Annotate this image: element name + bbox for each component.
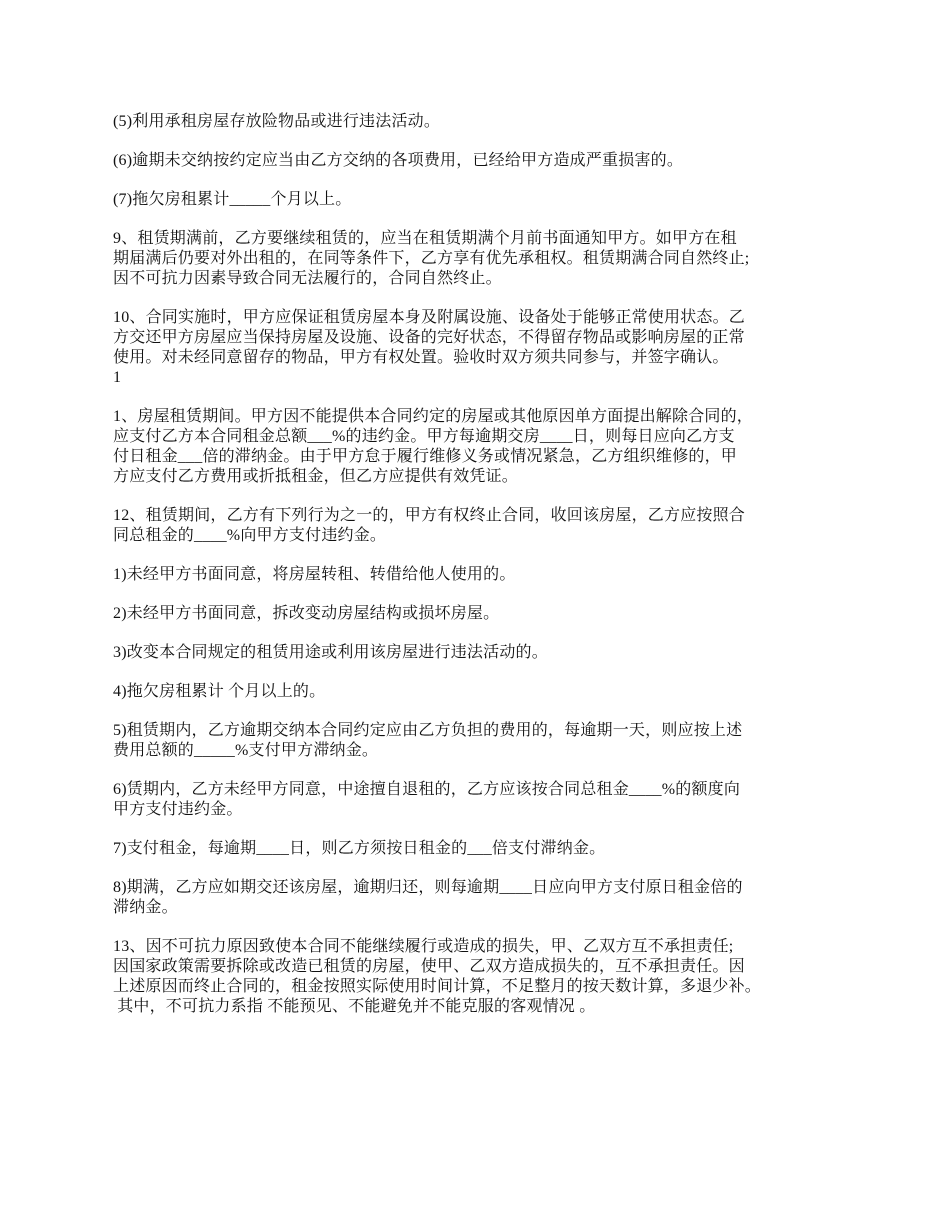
article-12-item-7: 7)支付租金，每逾期____日，则乙方须按日租金的___倍支付滞纳金。 [113, 840, 606, 857]
article-9: 9、租赁期满前，乙方要继续租赁的，应当在租赁期满个月前书面通知甲方。如甲方在租 期届满后仍要对外出租的，在同等条件下，乙方享有优先承租权。租赁期满合同自然终止; 因不可抗力因素导致合同无法履行的，合同自然终止。 [113, 230, 750, 287]
article-12-item-1: 1)未经甲方书面同意，将房屋转租、转借给他人使用的。 [113, 566, 516, 583]
article-12-item-2: 2)未经甲方书面同意，拆改变动房屋结构或损坏房屋。 [113, 605, 500, 622]
article-13: 13、因不可抗力原因致使本合同不能继续履行或造成的损失，甲、乙双方互不承担责任; 因国家政策需要拆除或改造已租赁的房屋，使甲、乙双方造成损失的，互不承担责任。因 上述原因而终止合同的，租金按照实际使用时间计算，不足整月的按天数计算，多退少补。 其中，不可抗力系指 不能预见、不能避免并不能克服的客观情况 。 [113, 938, 762, 1015]
article-12-item-4: 4)拖欠房租累计 个月以上的。 [113, 683, 326, 700]
article-12-item-8: 8)期满，乙方应如期交还该房屋，逾期归还，则每逾期____日应向甲方支付原日租金倍的 滞纳金。 [113, 879, 743, 916]
article-12-item-6: 6)赁期内，乙方未经甲方同意，中途擅自退租的，乙方应该按合同总租金____%的额度向 甲方支付违约金。 [113, 781, 741, 818]
article-11: 1、房屋租赁期间。甲方因不能提供本合同约定的房屋或其他原因单方面提出解除合同的， 应支付乙方本合同租金总额___%的违约金。甲方每逾期交房____日，则每日应向乙方支 付日租金___倍的滞纳金。由于甲方怠于履行维修义务或情况紧急，乙方组织维修的，甲 方应支付乙方费用或折抵租金，但乙方应提供有效凭证。 [113, 408, 754, 485]
clause-5: (5)利用承租房屋存放险物品或进行违法活动。 [113, 113, 441, 130]
clause-7: (7)拖欠房租累计_____个月以上。 [113, 191, 352, 208]
clause-6: (6)逾期未交纳按约定应当由乙方交纳的各项费用，已经给甲方造成严重损害的。 [113, 152, 684, 169]
document-body [113, 112, 860, 1017]
article-12-item-5: 5)租赁期内，乙方逾期交纳本合同约定应由乙方负担的费用的，每逾期一天，则应按上述 费用总额的_____%支付甲方滞纳金。 [113, 722, 743, 759]
article-12-item-3: 3)改变本合同规定的租赁用途或利用该房屋进行违法活动的。 [113, 644, 548, 661]
article-12: 12、租赁期间，乙方有下列行为之一的，甲方有权终止合同，收回该房屋，乙方应按照合 同总租金的____%向甲方支付违约金。 [113, 507, 746, 544]
article-10: 10、合同实施时，甲方应保证租赁房屋本身及附属设施、设备处于能够正常使用状态。乙 方交还甲方房屋应当保持房屋及设施、设备的完好状态，不得留存物品或影响房屋的正常 使用。对未经同意留存的物品，甲方有权处置。验收时双方须共同参与，并签字确认。 1 [113, 309, 746, 386]
